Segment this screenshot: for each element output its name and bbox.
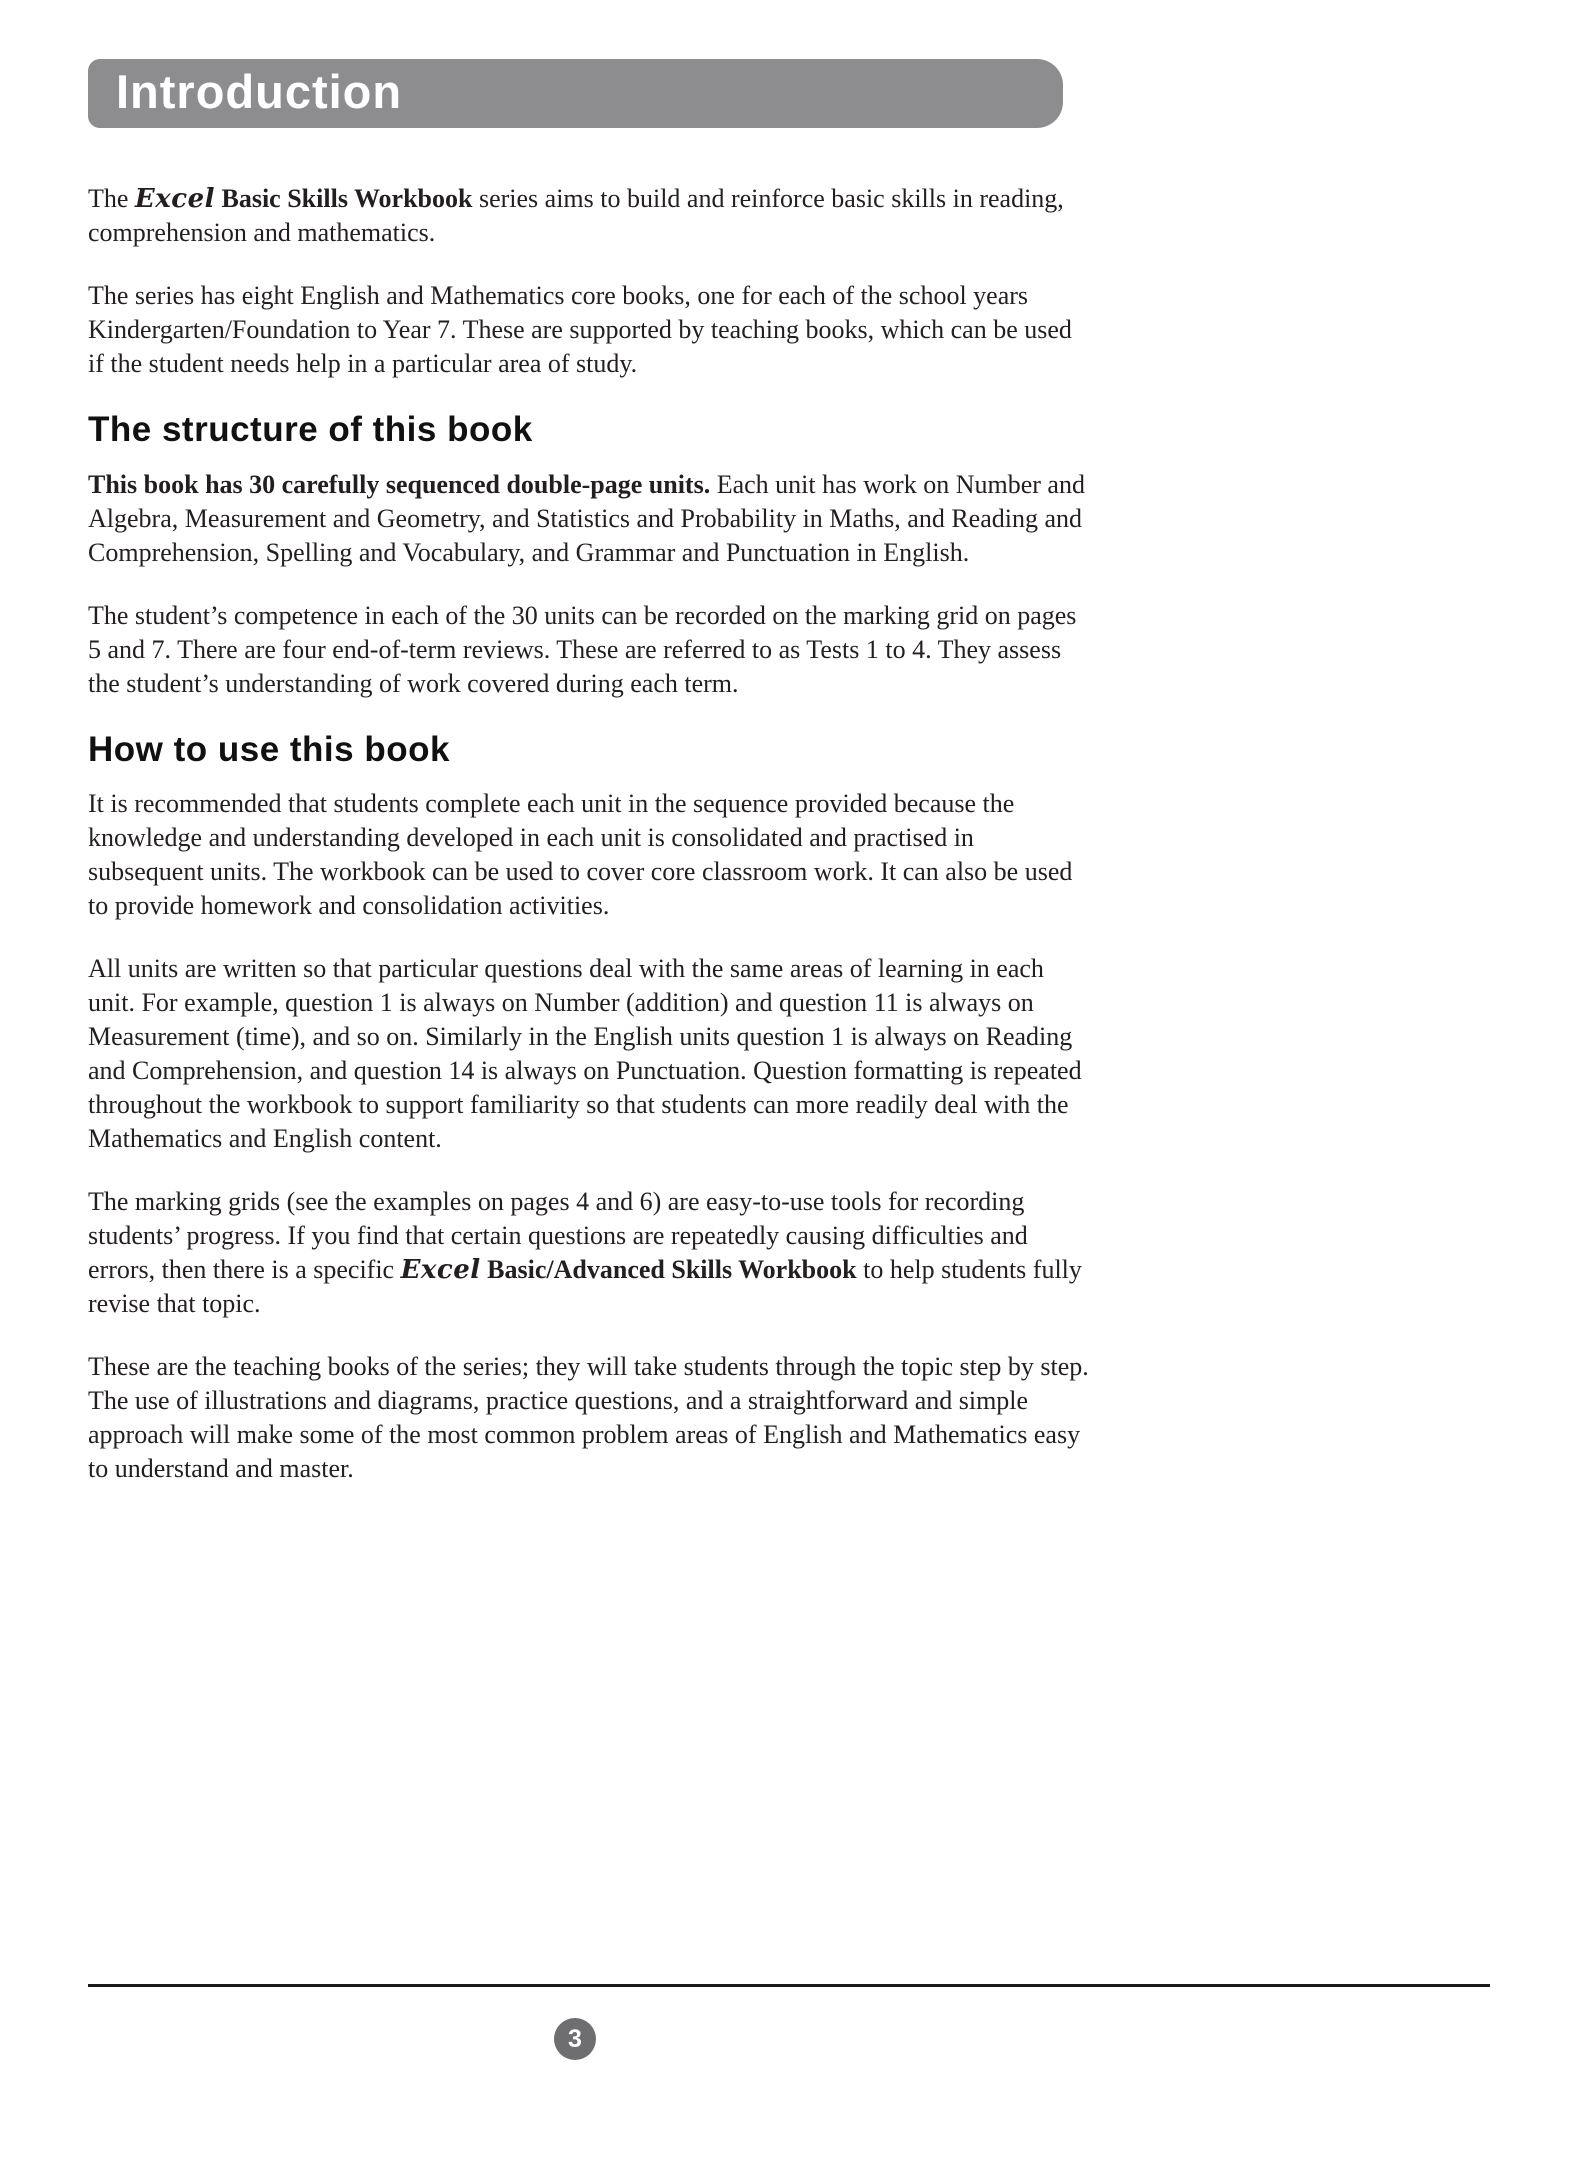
footer-rule [88, 1984, 1490, 1987]
chapter-banner [88, 59, 1063, 128]
usage-paragraph-3-bold: Basic/Advanced Skills Workbook [480, 1255, 857, 1284]
excel-brand-text: Excel [134, 184, 215, 214]
page-number: 3 [568, 2024, 582, 2053]
intro-paragraph-1-rest: series aims to build and reinforce basic skills in reading, comprehension and mathematics. [88, 184, 1064, 247]
structure-paragraph-1 [88, 468, 1093, 570]
intro-paragraph-1-bold: Basic Skills Workbook [215, 184, 473, 213]
page-number-badge [554, 2018, 596, 2060]
structure-paragraph-2: The student’s competence in each of the 30 units can be recorded on the marking grid on pages 5 and 7. There are four end-of-term reviews. These are referred to as Tests 1 to 4. They assess the student’s understanding of work covered during each term. [88, 600, 1077, 698]
structure-paragraph-1-rest: Each unit has work on Number and Algebra, Measurement and Geometry, and Statistics and Probability in Maths, and Reading and Comprehension, Spelling and Vocabulary, and Grammar and Punctuation in English. [88, 469, 1085, 567]
usage-paragraph-3-rest: to help students fully revise that topic. [88, 1255, 1082, 1318]
usage-paragraph-1: It is recommended that students complete each unit in the sequence provided because the knowledge and understanding developed in each unit is consolidated and practised in subsequent units. The workbook can be used to cover core classroom work. It can also be used to provide homework and consolidation activities. [88, 789, 1073, 920]
usage-paragraph-3 [88, 1185, 1093, 1321]
intro-paragraph-1 [88, 182, 1093, 250]
heading-how-to-use: How to use this book [88, 729, 450, 769]
usage-paragraph-3-pre: The marking grids (see the examples on pages 4 and 6) are easy-to-use tools for recording students’ progress. If you find that certain questions are repeatedly causing difficulties and errors, then there is a specific [88, 1187, 1028, 1284]
usage-paragraph-4: These are the teaching books of the series; they will take students through the topic step by step. The use of illustrations and diagrams, practice questions, and a straightforward and simple approach will make some of the most common problem areas of English and Mathematics easy to understand and master. [88, 1352, 1089, 1483]
structure-paragraph-1-bold: This book has 30 carefully sequenced double-page units. [88, 469, 711, 499]
excel-brand-text-2: Excel [400, 1255, 481, 1285]
page-title: Introduction [116, 65, 403, 118]
intro-paragraph-2: The series has eight English and Mathematics core books, one for each of the school years Kindergarten/Foundation to Year 7. These are supported by teaching books, which can be used if the student needs help in a particular area of study. [88, 281, 1072, 378]
content-column [88, 182, 1093, 1515]
intro-paragraph-1-pre: The [88, 184, 135, 213]
usage-paragraph-2: All units are written so that particular questions deal with the same areas of learning in each unit. For example, question 1 is always on Number (addition) and question 11 is always on Measurement (time), and so on. Similarly in the English units question 1 is always on Reading and Comprehension, and question 14 is always on Punctuation. Question formatting is repeated throughout the workbook to support familiarity so that students can more readily deal with the Mathematics and English content. [88, 954, 1082, 1153]
heading-structure-of-book: The structure of this book [88, 410, 533, 449]
